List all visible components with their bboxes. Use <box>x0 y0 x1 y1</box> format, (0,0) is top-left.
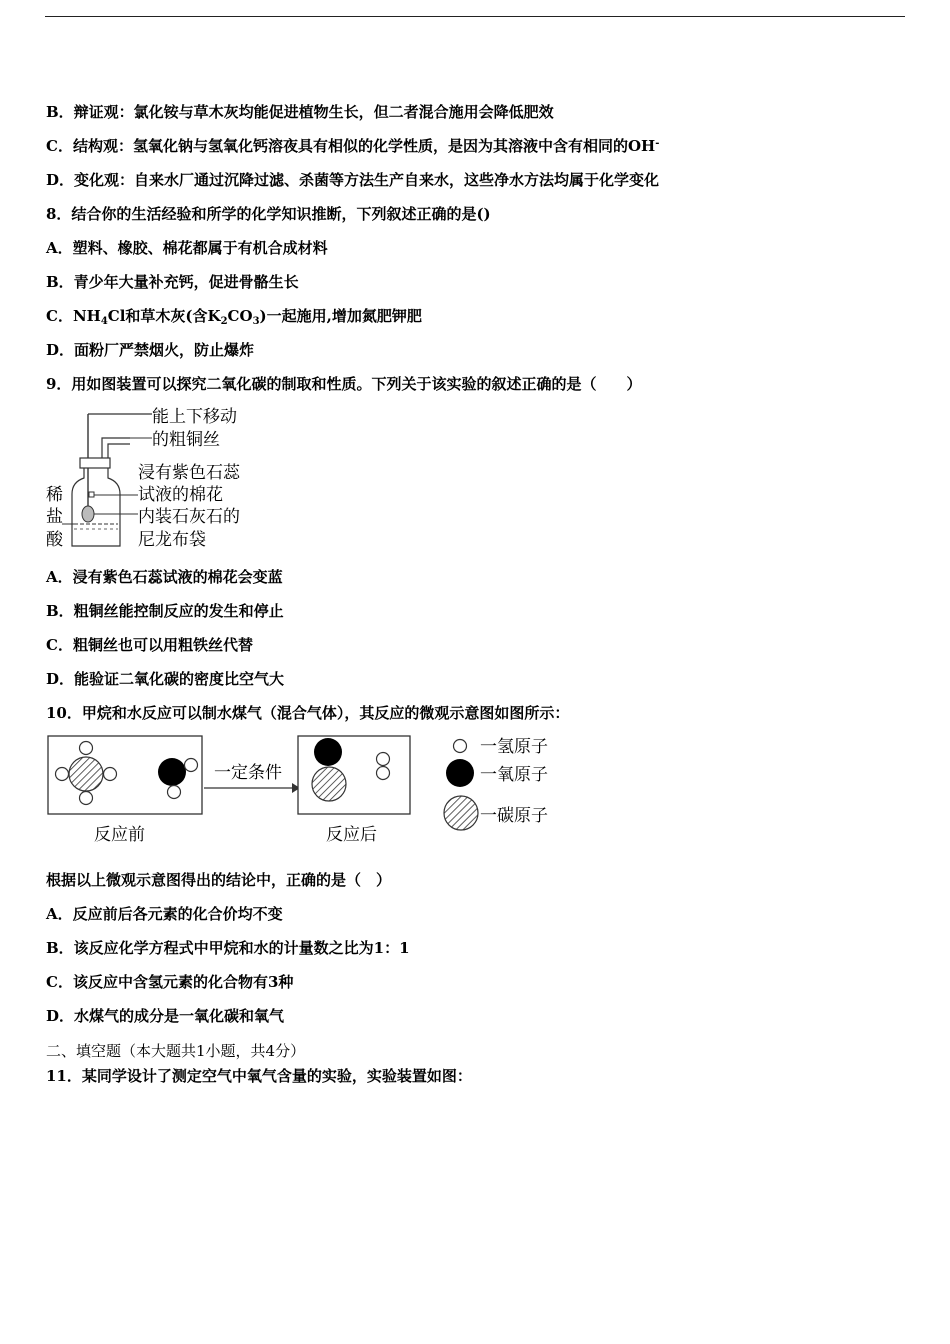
label-acid-3: 酸 <box>46 530 63 550</box>
legend-carbon-icon <box>444 796 478 830</box>
q9-option-d: D．能验证二氧化碳的密度比空气大 <box>46 670 285 688</box>
legend-oxygen-label: 一氧原子 <box>480 765 548 785</box>
label-before: 反应前 <box>94 825 145 845</box>
q11-stem: 11．某同学设计了测定空气中氧气含量的实验，实验装置如图： <box>46 1067 472 1085</box>
q10-option-d: D．水煤气的成分是一氧化碳和氧气 <box>46 1007 285 1025</box>
hydrogen-atom <box>80 792 93 805</box>
hydrogen-atom <box>80 742 93 755</box>
label-acid-1: 稀 <box>46 485 63 505</box>
q9-stem: 9．用如图装置可以探究二氧化碳的制取和性质。下列关于该实验的叙述正确的是（ ） <box>46 375 642 393</box>
hydrogen-atom <box>377 753 390 766</box>
q10-option-c: C．该反应中含氢元素的化合物有3种 <box>46 973 294 991</box>
q9-option-a: A．浸有紫色石蕊试液的棉花会变蓝 <box>46 568 283 586</box>
hydrogen-atom <box>185 759 198 772</box>
header-rule <box>45 16 905 17</box>
q9-option-b: B．粗铜丝能控制反应的发生和停止 <box>46 602 284 620</box>
label-acid-2: 盐 <box>46 507 63 527</box>
label-cotton-line2: 试液的棉花 <box>138 485 223 505</box>
label-after: 反应后 <box>326 825 377 845</box>
label-wire-line1: 能上下移动 <box>152 407 237 427</box>
q8-option-b: B．青少年大量补充钙，促进骨骼生长 <box>46 273 299 291</box>
hydrogen-atom <box>104 768 117 781</box>
label-bag-line2: 尼龙布袋 <box>138 530 206 550</box>
legend-carbon-label: 一碳原子 <box>480 806 548 826</box>
q8-stem: 8．结合你的生活经验和所学的化学知识推断，下列叙述正确的是() <box>46 205 491 223</box>
q10-question: 根据以上微观示意图得出的结论中，正确的是（ ） <box>46 871 392 889</box>
label-cotton-line1: 浸有紫色石蕊 <box>138 463 240 483</box>
label-wire-line2: 的粗铜丝 <box>152 430 220 450</box>
legend-oxygen-icon <box>446 759 474 787</box>
q7-option-b: B．辩证观：氯化铵与草木灰均能促进植物生长，但二者混合施用会降低肥效 <box>46 103 554 121</box>
hydrogen-atom <box>377 767 390 780</box>
q8-option-c: C．$NH_4Cl$和草木灰(含$K_2CO_3$)一起施用,增加氮肥钾肥 <box>46 307 422 327</box>
q10-option-a: A．反应前后各元素的化合价均不变 <box>46 905 283 923</box>
hydrogen-atom <box>168 786 181 799</box>
q7-option-c: C．结构观：氢氧化钠与氢氧化钙溶夜具有相似的化学性质，是因为其溶液中含有相同的OH- <box>46 137 660 155</box>
q10-option-b: B．该反应化学方程式中甲烷和水的计量数之比为1：1 <box>46 939 410 957</box>
legend-hydrogen-icon <box>454 740 467 753</box>
oxygen-atom <box>158 758 186 786</box>
section-2-heading: 二、填空题（本大题共1小题，共4分） <box>46 1042 306 1060</box>
oxygen-atom <box>314 738 342 766</box>
carbon-atom <box>312 767 346 801</box>
hydrogen-atom <box>56 768 69 781</box>
q7-option-d: D．变化观：自来水厂通过沉降过滤、杀菌等方法生产自来水，这些净水方法均属于化学变化 <box>46 171 660 189</box>
carbon-atom <box>69 757 103 791</box>
q8-option-d: D．面粉厂严禁烟火，防止爆炸 <box>46 341 255 359</box>
q10-stem: 10．甲烷和水反应可以制水煤气（混合气体），其反应的微观示意图如图所示： <box>46 704 570 722</box>
co2-apparatus-figure <box>44 402 254 552</box>
q9-option-c: C．粗铜丝也可以用粗铁丝代替 <box>46 636 253 654</box>
reaction-condition: 一定条件 <box>214 763 282 783</box>
q8-option-a: A．塑料、橡胶、棉花都属于有机合成材料 <box>46 239 328 257</box>
legend-hydrogen-label: 一氢原子 <box>480 737 548 757</box>
label-bag-line1: 内装石灰石的 <box>138 507 240 527</box>
reaction-micro-diagram <box>44 732 574 850</box>
